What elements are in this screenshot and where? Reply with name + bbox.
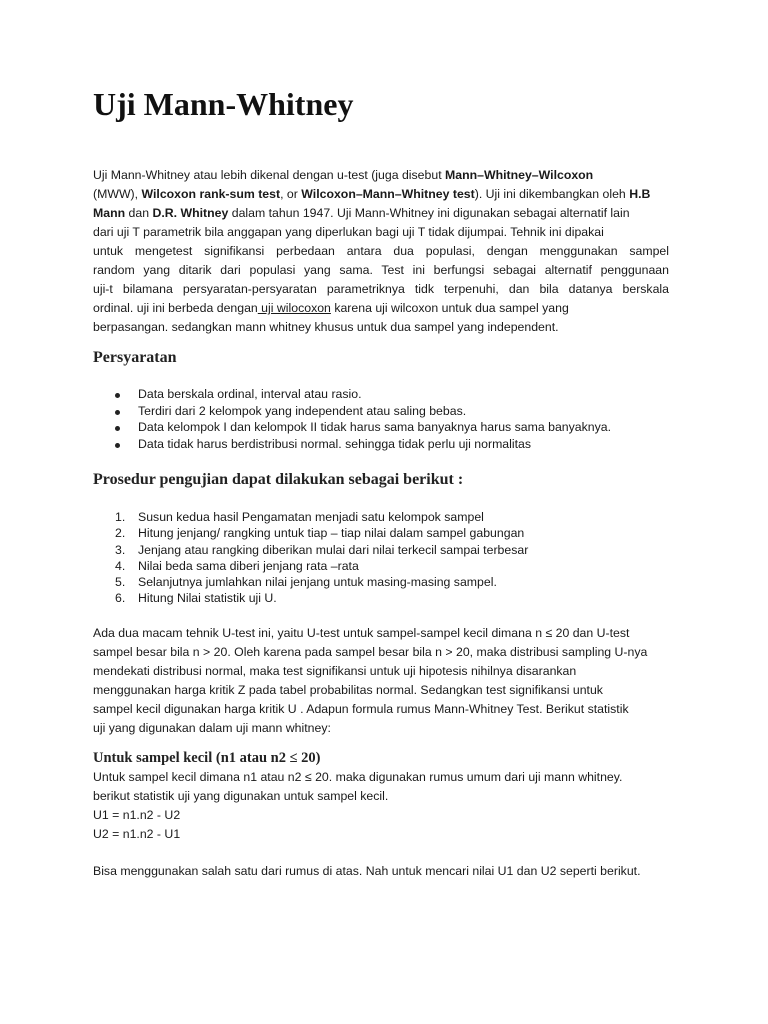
step-number: 3. <box>115 542 126 557</box>
prosedur-list <box>93 509 528 607</box>
utest-paragraph <box>93 624 669 738</box>
prosedur-heading: Prosedur pengujian dapat dilakukan sebagai berikut : <box>93 471 464 488</box>
list-item: 3. Jenjang atau rangking diberikan mulai dari nilai terkecil sampai terbesar <box>115 542 529 557</box>
persyaratan-heading: Persyaratan <box>93 349 177 366</box>
step-number: 5. <box>115 575 126 590</box>
intro-paragraph <box>93 166 669 337</box>
persyaratan-list <box>93 386 611 452</box>
formula-u2: U2 = n1.n2 - U1 <box>93 827 181 841</box>
page-title: Uji Mann-Whitney <box>93 86 354 122</box>
uji-wilcoxon-link[interactable]: uji wilocoxon <box>257 301 331 315</box>
paragraph-line: menggunakan harga kritik Z pada tabel probabilitas normal. Sedangkan test signifikansi untuk <box>93 683 603 697</box>
list-item: 4. Nilai beda sama diberi jenjang rata –rata <box>115 558 359 573</box>
sampel-kecil-paragraph <box>93 768 669 844</box>
intro-line: Uji Mann-Whitney atau lebih dikenal dengan u-test (juga disebut Mann–Whitney–Wilcoxon <box>93 168 594 182</box>
bullet-icon <box>115 426 120 431</box>
list-item: 5. Selanjutnya jumlahkan nilai jenjang untuk masing-masing sampel. <box>115 575 497 590</box>
step-number: 4. <box>115 558 126 573</box>
bullet-icon <box>115 410 120 415</box>
list-item: Data tidak harus berdistribusi normal. sehingga tidak perlu uji normalitas <box>93 436 611 453</box>
intro-line: random yang ditarik dari populasi yang sama. Test ini berfungsi sebagai alternatif penggunaan <box>93 263 669 277</box>
formula-u1: U1 = n1.n2 - U2 <box>93 808 181 822</box>
step-number: 1. <box>115 510 126 524</box>
closing-paragraph: Bisa menggunakan salah satu dari rumus di atas. Nah untuk mencari nilai U1 dan U2 seperti berikut. <box>93 864 641 878</box>
sampel-kecil-heading: Untuk sampel kecil (n1 atau n2 ≤ 20) <box>93 750 321 766</box>
paragraph-line: sampel besar bila n > 20. Oleh karena pada sampel besar bila n > 20, maka distribusi sampling U-nya <box>93 645 648 659</box>
intro-line: ordinal. uji ini berbeda dengan uji wilocoxon karena uji wilcoxon untuk dua sampel yang <box>93 301 569 315</box>
intro-line: Mann dan D.R. Whitney dalam tahun 1947. Uji Mann-Whitney ini digunakan sebagai alternatif lain <box>93 206 630 220</box>
paragraph-line: mendekati distribusi normal, maka test signifikansi untuk uji hipotesis nihilnya disarankan <box>93 664 577 678</box>
intro-line: untuk mengetest signifikansi perbedaan antara dua populasi, dengan menggunakan sampel <box>93 244 669 258</box>
step-number: 6. <box>115 591 126 606</box>
intro-line: dari uji T parametrik bila anggapan yang diperlukan bagi uji T tidak dijumpai. Tehnik ini dipakai <box>93 225 604 239</box>
list-item: Data kelompok I dan kelompok II tidak harus sama banyaknya harus sama banyaknya. <box>93 419 611 436</box>
list-item: 1. Susun kedua hasil Pengamatan menjadi satu kelompok sampel <box>115 510 484 524</box>
list-item: 6. Hitung Nilai statistik uji U. <box>115 591 277 606</box>
bullet-icon <box>115 443 120 448</box>
step-number: 2. <box>115 526 126 541</box>
paragraph-line: Ada dua macam tehnik U-test ini, yaitu U-test untuk sampel-sampel kecil dimana n ≤ 20 dan U-test <box>93 626 630 640</box>
list-item: Data berskala ordinal, interval atau rasio. <box>93 386 611 403</box>
paragraph-line: sampel kecil digunakan harga kritik U . Adapun formula rumus Mann-Whitney Test. Berikut statistik <box>93 702 629 716</box>
bullet-icon <box>115 393 120 398</box>
paragraph-line: Untuk sampel kecil dimana n1 atau n2 ≤ 20. maka digunakan rumus umum dari uji mann whitney. <box>93 770 623 784</box>
paragraph-line: berikut statistik uji yang digunakan untuk sampel kecil. <box>93 789 389 803</box>
intro-line: (MWW), Wilcoxon rank-sum test, or Wilcoxon–Mann–Whitney test). Uji ini dikembangkan oleh H.B <box>93 187 651 201</box>
paragraph-line: uji yang digunakan dalam uji mann whitney: <box>93 721 331 735</box>
list-item: 2. Hitung jenjang/ rangking untuk tiap – tiap nilai dalam sampel gabungan <box>115 526 525 541</box>
intro-line: berpasangan. sedangkan mann whitney khusus untuk dua sampel yang independent. <box>93 320 559 334</box>
list-item: Terdiri dari 2 kelompok yang independent atau saling bebas. <box>93 403 611 420</box>
intro-line: uji-t bilamana persyaratan-persyaratan parametriknya tidk terpenuhi, dan bila datanya berskala <box>93 282 669 296</box>
